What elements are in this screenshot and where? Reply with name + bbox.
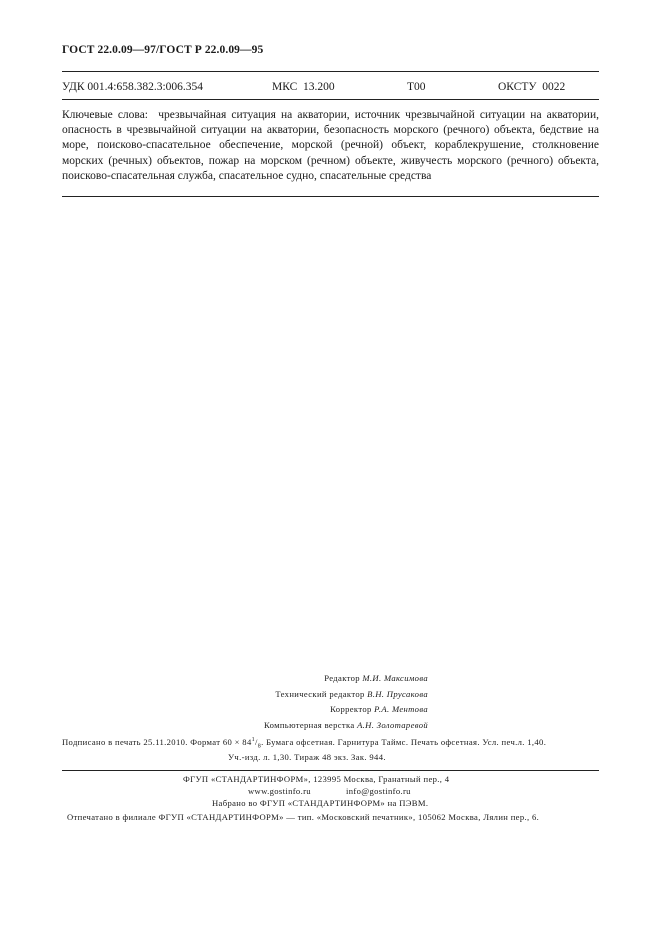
format-sup: 1 xyxy=(251,737,255,744)
okstu-value: 0022 xyxy=(542,81,566,93)
credits-block xyxy=(264,671,428,733)
okstu-code xyxy=(498,81,565,93)
credit-tech-editor: Технический редактор В.Н. Прусакова xyxy=(275,688,428,699)
mks-code xyxy=(272,81,335,93)
keywords-text: чрезвычайная ситуация на акватории, источник чрезвычайной ситуации на акватории, опасность в чрезвычайной ситуации на акватории, безопасность морского (речного) объекта, бедствие на море, поисково-спасательное обеспечение, морской (речной) объект, кораблекрушение, столкновение морских (речных) объектов, пожар на морском (речном) объекте, живучесть морского (речного) объекта, поисково-спасательная служба, спасательное судно, спасательные средства xyxy=(62,109,599,182)
format-sub: 8 xyxy=(257,743,262,750)
printing-info: Отпечатано в филиале ФГУП «СТАНДАРТИНФОРМ» — тип. «Московский печатник», 105062 Москва, Лялин пер., 6. xyxy=(67,812,540,822)
keywords-label: Ключевые слова: xyxy=(62,109,148,121)
credit-editor: Редактор М.И. Максимова xyxy=(324,673,428,683)
mks-label: МКС xyxy=(272,81,298,93)
top-rule xyxy=(62,71,599,72)
okstu-label: ОКСТУ xyxy=(498,81,537,93)
keywords-rule xyxy=(62,196,599,197)
credit-layout: Компьютерная верстка А.Н. Золотаревой xyxy=(263,719,428,730)
udk-code: УДК 001.4:658.382.3:006.354 xyxy=(62,81,204,93)
publisher-website[interactable]: www.gostinfo.ru xyxy=(248,786,311,796)
publisher-address: ФГУП «СТАНДАРТИНФОРМ», 123995 Москва, Гранатный пер., 4 xyxy=(183,774,450,784)
mks-value: 13.200 xyxy=(303,81,335,93)
group-code: Т00 xyxy=(407,81,426,93)
credit-corrector: Корректор Р.А. Ментова xyxy=(330,704,428,714)
typesetting-info: Набрано во ФГУП «СТАНДАРТИНФОРМ» на ПЭВМ. xyxy=(212,798,429,808)
publisher-rule xyxy=(62,770,599,771)
publisher-email[interactable]: info@gostinfo.ru xyxy=(346,786,411,796)
classification-rule xyxy=(62,99,599,100)
keywords-paragraph xyxy=(62,108,599,184)
print-info-line-2: Уч.-изд. л. 1,30. Тираж 48 экз. Зак. 944. xyxy=(228,752,386,762)
document-code: ГОСТ 22.0.09—97/ГОСТ Р 22.0.09—95 xyxy=(62,44,264,56)
print-info-line-1: Подписано в печать 25.11.2010. Формат $60 \times 84^1/_8$. Бумага офсетная. Гарнитура Таймс. Печать офсетная. Усл. печ.л. 1,40. xyxy=(62,737,547,750)
